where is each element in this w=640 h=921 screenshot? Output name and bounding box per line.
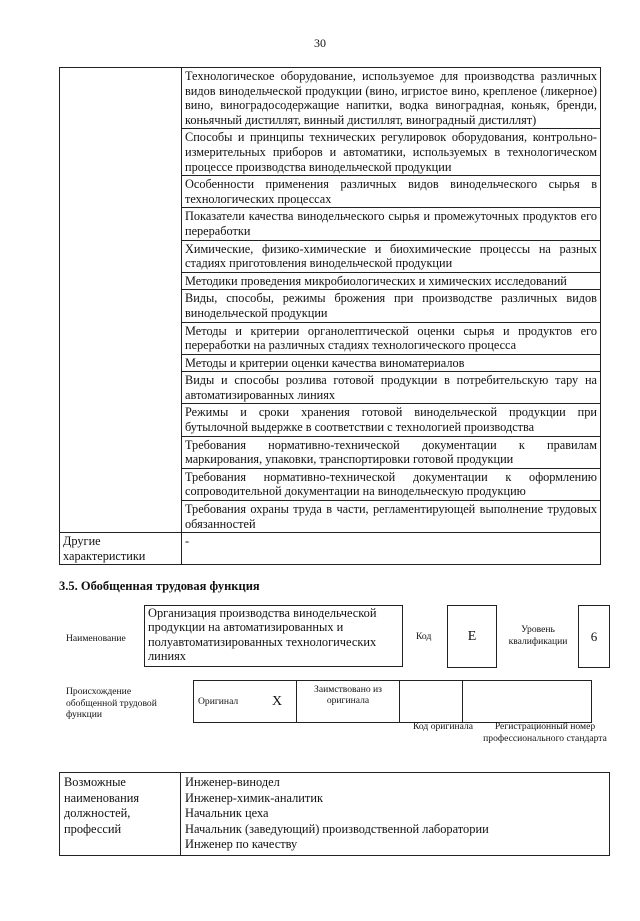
code-original-label: Код оригинала [412, 721, 474, 732]
origin-table [193, 680, 592, 723]
positions-label: Возможные наименования должностей, профессий [60, 773, 181, 856]
knowledge-item: Технологическое оборудование, используемое для производства различных видов винодельческой продукции (вино, игристое вино, крепленое (ликерное) вино, виноградосодержащие напитки, водка виноградная, коньяк, бренди, коньячный дистиллят, винный дистиллят, виноградный дистиллят) [182, 68, 601, 129]
knowledge-item: Методы и критерии органолептической оценки сырья и продуктов его переработки на различных стадиях технологического процесса [182, 322, 601, 354]
code-box [447, 605, 497, 668]
other-label: Другие характеристики [60, 533, 182, 565]
page-number: 30 [314, 36, 326, 50]
position-item: Инженер-химик-аналитик [185, 790, 323, 805]
knowledge-item: Виды, способы, режимы брожения при производстве различных видов винодельческой продукции [182, 290, 601, 322]
original-label: Оригинал [194, 681, 259, 723]
knowledge-item: Режимы и сроки хранения готовой винодельческой продукции при бутылочной выдержке в соответствии с технологией производства [182, 404, 601, 436]
knowledge-item: Требования нормативно-технической документации к оформлению сопроводительной документации на винодельческую продукцию [182, 468, 601, 500]
positions-list [181, 773, 610, 856]
code-value: E [467, 628, 477, 644]
knowledge-row [60, 68, 601, 129]
knowledge-item: Требования нормативно-технической документации к правилам маркирования, упаковки, транспортировки готовой продукции [182, 436, 601, 468]
level-label: Уровень квалификации [508, 624, 568, 647]
level-box [578, 605, 610, 668]
positions-table [59, 772, 610, 856]
name-label: Наименование [66, 633, 126, 644]
knowledge-item: Методы и критерии оценки качества виноматериалов [182, 354, 601, 372]
knowledge-item: Требования охраны труда в части, регламентирующей выполнение трудовых обязанностей [182, 501, 601, 533]
knowledge-item: Показатели качества винодельческого сырья и промежуточных продуктов его переработки [182, 208, 601, 240]
position-item: Начальник (заведующий) производственной лаборатории [185, 821, 489, 836]
position-item: Инженер-винодел [185, 775, 280, 789]
knowledge-item: Виды и способы розлива готовой продукции в потребительскую тару на автоматизированных линиях [182, 372, 601, 404]
position-item: Начальник цеха [185, 806, 269, 821]
knowledge-item: Химические, физико-химические и биохимические процессы на разных стадиях приготовления винодельческой продукции [182, 240, 601, 272]
function-name-box [144, 605, 403, 667]
origin-label: Происхождение обобщенной трудовой функции [66, 686, 157, 720]
original-mark: X [258, 681, 297, 723]
knowledge-label-cell [60, 68, 182, 533]
knowledge-item: Методики проведения микробиологических и химических исследований [182, 272, 601, 290]
knowledge-table [59, 67, 601, 565]
knowledge-item: Способы и принципы технических регулировок оборудования, контрольно-измерительных приборов и автоматики, используемых в технологическом процессе производства винодельческой продукции [182, 129, 601, 176]
other-value: - [182, 533, 601, 565]
reg-number-label: Регистрационный номер профессионального стандарта [483, 721, 607, 744]
level-value: 6 [590, 628, 598, 644]
position-item: Инженер по качеству [185, 837, 298, 852]
code-label: Код [416, 631, 432, 642]
borrowed-label: Заимствовано из оригинала [297, 681, 400, 723]
reg-number-cell [463, 681, 592, 723]
section-title: 3.5. Обобщенная трудовая функция [59, 579, 260, 593]
knowledge-item: Особенности применения различных видов винодельческого сырья в технологических процессах [182, 176, 601, 208]
other-row [60, 533, 601, 565]
function-name-value: Организация производства винодельческой продукции на автоматизированных и полуавтоматизированных технологических линиях [148, 606, 377, 664]
code-original-cell [400, 681, 463, 723]
